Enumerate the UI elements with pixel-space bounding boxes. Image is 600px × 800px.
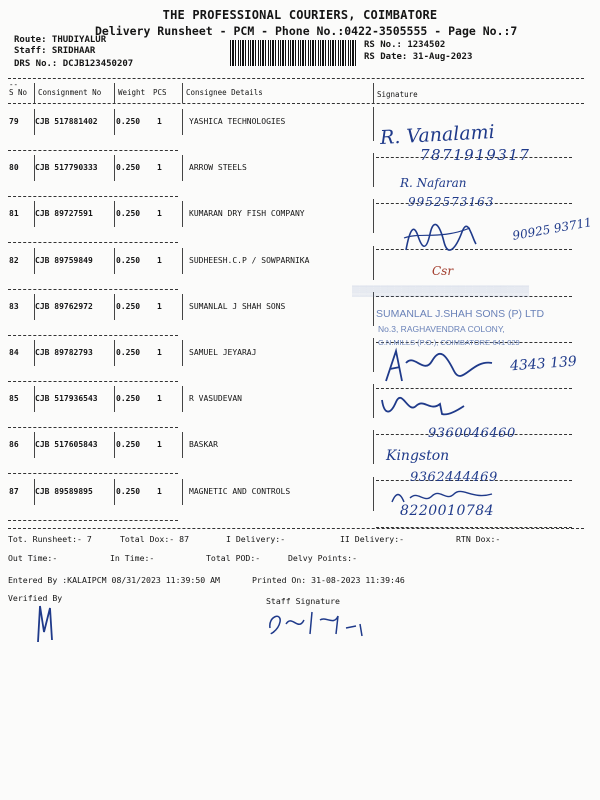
signature-80-name: R. Nafaran bbox=[400, 176, 467, 190]
signature-87-phone: 8220010784 bbox=[400, 503, 495, 519]
row-sno: 82 bbox=[9, 255, 19, 265]
row-consignment-no: CJB 89762972 bbox=[35, 301, 93, 311]
row-consignment-no: CJB 89759849 bbox=[35, 255, 93, 265]
stamp-line-1: SUMANLAL J.SHAH SONS (P) LTD bbox=[376, 308, 545, 320]
row-consignment-no: CJB 517605843 bbox=[35, 440, 98, 450]
row-consignment-no: CJB 517790333 bbox=[35, 163, 98, 173]
verified-by-label: Verified By bbox=[8, 593, 63, 603]
signature-86-name: Kingston bbox=[386, 448, 450, 464]
row-consignment-no: CJB 517881402 bbox=[35, 117, 98, 126]
col-signature: Signature bbox=[377, 90, 418, 99]
row-consignee: SUMANLAL J SHAH SONS bbox=[189, 301, 286, 311]
rs-date: RS Date: 31-Aug-2023 bbox=[364, 52, 473, 62]
row-weight: 0.250 bbox=[116, 117, 141, 126]
row-consignee: R VASUDEVAN bbox=[189, 394, 242, 404]
col-sno: S No bbox=[9, 88, 28, 97]
stamp-line-2: No.3, RAGHAVENDRA COLONY, bbox=[378, 324, 505, 334]
route: Route: THUDIYALUR bbox=[14, 35, 107, 45]
signature-80-phone: 9952573163 bbox=[408, 195, 495, 209]
row-pcs: 1 bbox=[157, 117, 162, 126]
col-weight: Weight bbox=[118, 88, 146, 97]
rtn-dox: RTN Dox:- bbox=[456, 534, 501, 544]
row-weight: 0.250 bbox=[116, 486, 141, 496]
row-sno: 81 bbox=[9, 209, 19, 219]
total-dox: Total Dox:- 87 bbox=[120, 534, 190, 544]
delivery-points: Delvy Points:- bbox=[288, 553, 358, 563]
total-runsheet: Tot. Runsheet:- 7 bbox=[8, 534, 92, 544]
row-weight: 0.250 bbox=[116, 440, 141, 450]
row-sno: 84 bbox=[9, 348, 19, 357]
row-consignee: SUDHEESH.C.P / SOWPARNIKA bbox=[189, 255, 310, 265]
row-consignment-no: CJB 89727591 bbox=[35, 209, 93, 219]
row-sno: 86 bbox=[9, 440, 19, 450]
row-pcs: 1 bbox=[157, 163, 162, 173]
signature-79-name: R. Vanalami bbox=[379, 121, 496, 149]
first-delivery: I Delivery:- bbox=[226, 534, 286, 544]
row-consignment-no: CJB 517936543 bbox=[35, 394, 98, 404]
signature-79-phone: 7871919317 bbox=[420, 146, 531, 164]
row-consignee: KUMARAN DRY FISH COMPANY bbox=[189, 209, 305, 219]
col-consignee: Consignee Details bbox=[186, 88, 263, 97]
row-consignment-no: CJB 89589895 bbox=[35, 486, 93, 496]
printed-on: Printed On: 31-08-2023 11:39:46 bbox=[252, 575, 405, 585]
row-pcs: 1 bbox=[157, 486, 162, 496]
entered-by: Entered By :KALAIPCM 08/31/2023 11:39:50 AM bbox=[8, 575, 220, 585]
signature-84-mark bbox=[380, 345, 500, 385]
row-weight: 0.250 bbox=[116, 209, 141, 219]
out-time: Out Time:- bbox=[8, 553, 58, 563]
signature-82-mark: Csr bbox=[432, 264, 454, 278]
row-pcs: 1 bbox=[157, 255, 162, 265]
row-weight: 0.250 bbox=[116, 255, 141, 265]
row-sno: 79 bbox=[9, 117, 19, 126]
rs-number: RS No.: 1234502 bbox=[364, 40, 446, 50]
row-sno: 83 bbox=[9, 301, 19, 311]
stamp-echo: ▒▒▒▒▒▒▒▒▒▒▒▒▒▒▒▒▒▒▒▒▒▒▒▒▒ bbox=[352, 286, 530, 297]
signature-84-phone: 4343 139 bbox=[509, 353, 578, 375]
in-time: In Time:- bbox=[110, 553, 155, 563]
row-pcs: 1 bbox=[157, 394, 162, 404]
verified-by-signature bbox=[30, 602, 60, 646]
row-consignee: SAMUEL JEYARAJ bbox=[189, 348, 257, 357]
stamp-line-3: G.N.MILLS (P.O.), COIMBATORE-641 029 bbox=[378, 338, 520, 347]
row-consignee: ARROW STEELS bbox=[189, 163, 247, 173]
row-pcs: 1 bbox=[157, 348, 162, 357]
row-consignee: BASKAR bbox=[189, 440, 218, 450]
signature-81-phone: 90925 93711 bbox=[511, 215, 593, 243]
staff-signature-mark bbox=[264, 606, 374, 638]
row-consignee: MAGNETIC AND CONTROLS bbox=[189, 486, 291, 496]
staff-signature-label: Staff Signature bbox=[266, 596, 340, 606]
row-weight: 0.250 bbox=[116, 163, 141, 173]
drs-number: DRS No.: DCJB123450207 bbox=[14, 59, 134, 69]
signature-86-phone: 9362444469 bbox=[410, 470, 498, 485]
runsheet-title: Delivery Runsheet - PCM - Phone No.:0422-3505555 - Page No.:7 bbox=[95, 24, 518, 38]
total-pod: Total POD:- bbox=[206, 553, 261, 563]
company-name: THE PROFESSIONAL COURIERS, COIMBATORE bbox=[162, 8, 438, 22]
row-weight: 0.250 bbox=[116, 348, 141, 357]
row-sno: 87 bbox=[9, 486, 19, 496]
staff: Staff: SRIDHAAR bbox=[14, 46, 96, 56]
barcode bbox=[230, 40, 358, 66]
col-pcs: PCS bbox=[153, 88, 167, 97]
row-sno: 85 bbox=[9, 394, 19, 404]
row-weight: 0.250 bbox=[116, 394, 141, 404]
row-sno: 80 bbox=[9, 163, 19, 173]
row-pcs: 1 bbox=[157, 209, 162, 219]
signature-85-mark bbox=[378, 392, 468, 420]
signature-81-mark bbox=[400, 218, 480, 258]
row-pcs: 1 bbox=[157, 440, 162, 450]
signature-85-phone: 9360046460 bbox=[428, 426, 516, 441]
row-weight: 0.250 bbox=[116, 301, 141, 311]
row-consignment-no: CJB 89782793 bbox=[35, 348, 93, 357]
row-consignee: YASHICA TECHNOLOGIES bbox=[189, 117, 286, 126]
row-pcs: 1 bbox=[157, 301, 162, 311]
second-delivery: II Delivery:- bbox=[340, 534, 405, 544]
col-consignment: Consignment No bbox=[38, 88, 102, 97]
